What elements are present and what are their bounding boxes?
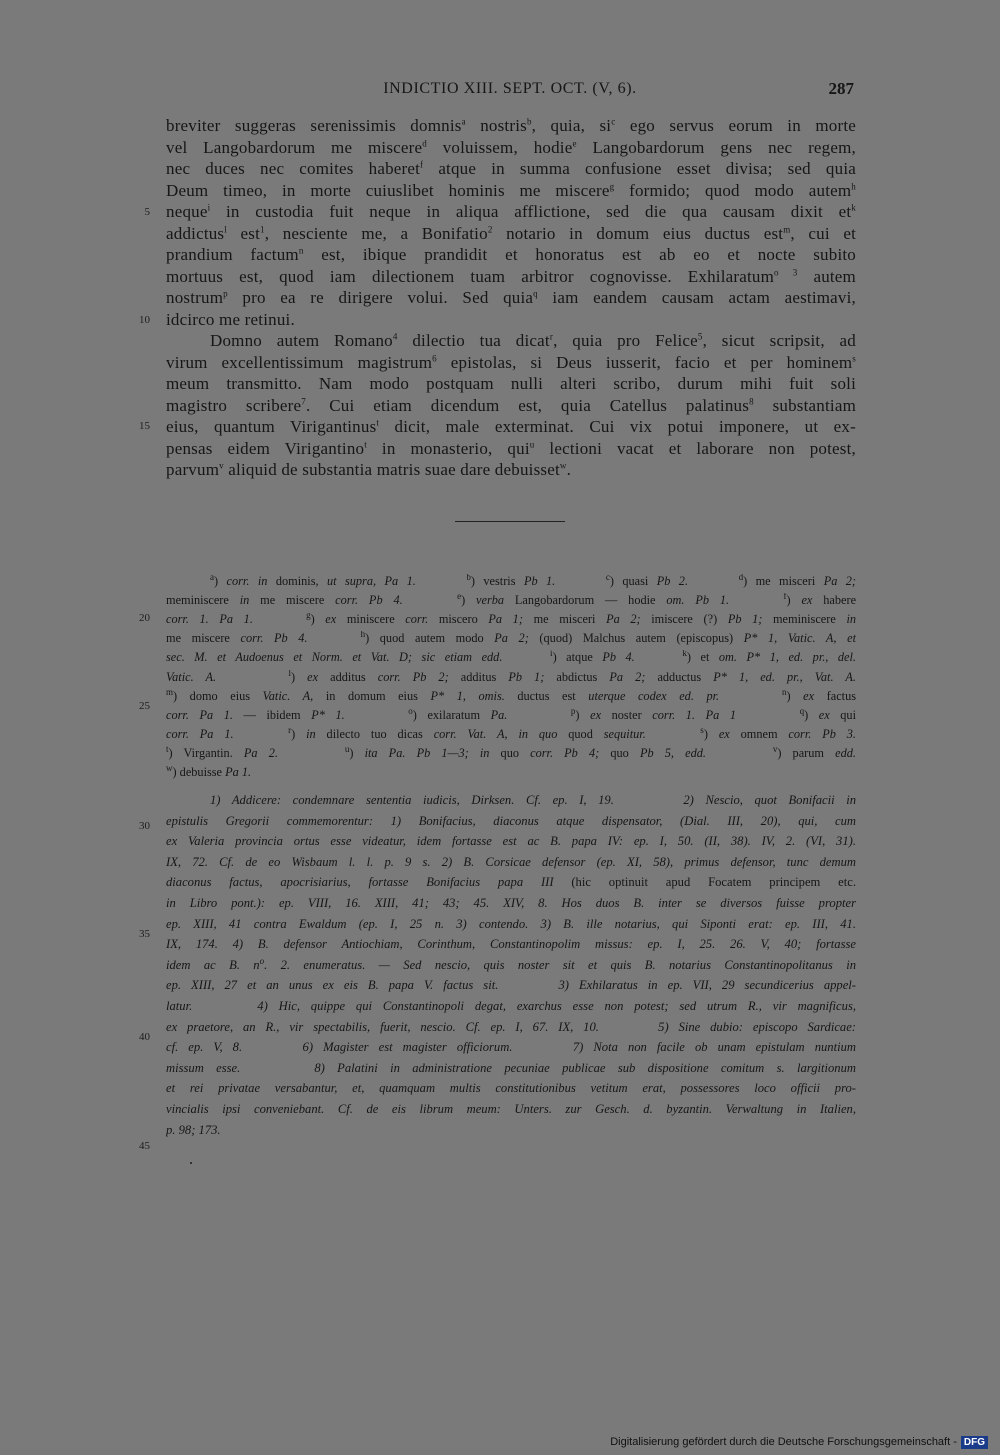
- apparatus-line: $^a$) corr. in dominis, ut supra, Pa 1. $^b$) vestris Pb 1. $^c$) quasi Pb 2. $^d$) me misceri Pa 2;: [210, 574, 856, 588]
- page-header: [166, 80, 854, 102]
- line-number: 25: [139, 700, 150, 712]
- commentary-line: ep. XIII, 27 et an unus ex eis B. papa V. factus sit. 3) Exhilaratus in ep. VII, 29 secundicerius appel-: [166, 978, 856, 993]
- apparatus-line: Vatic. A. $^l$) ex additus corr. Pb 2; additus Pb 1; abdictus Pa 2; adductus P* 1, ed. pr., Vat. A.: [166, 669, 856, 684]
- commentary-line: et rei privatae versabantur, et, quamquam multis constitutionibus vetitum erat, possessores loco officii pro-: [166, 1081, 856, 1096]
- line-number: 5: [144, 206, 150, 218]
- apparatus-line: $^m$) domo eius Vatic. A, in domum eius P* 1, omis. ductus est uterque codex ed. pr. $^n$) ex factus: [166, 688, 856, 703]
- main-text-line: neque$^i$ in custodia fuit neque in aliqua afflictione, sed die qua causam dixit $et^k$: [166, 202, 856, 221]
- main-text-line: mortuus est, quod iam dilectionem tuam arbitror cognovisse. Exhilaratum$^{o 3}$ autem: [166, 266, 856, 286]
- commentary-line: ep. XIII, 41 contra Ewaldum (ep. I, 25 n. 3) contendo. 3) B. ille notarius, qui Siponti erat: ep. III, 41.: [166, 916, 856, 931]
- apparatus-line: meminiscere in me miscere corr. Pb 4. $^e$) verba Langobardorum — hodie om. Pb 1. $^f$) ex habere: [166, 593, 856, 608]
- commentary-line: diaconus factus, apocrisiarius, fortasse Bonifacius papa III (hic optinuit apud Focatem principem etc.: [166, 875, 856, 890]
- commentary-line: vincialis ipsi conveniebant. Cf. de eis librum meum: Unters. zur Gesch. d. byzantin. Verwaltung in Italien,: [166, 1102, 856, 1116]
- commentary-line: IX, 72. Cf. de eo Wisbaum l. l. p. 9 s. 2) B. Corsicae defensor (ep. XI, 58), primus defensor, tunc demum: [166, 854, 856, 869]
- main-text-line: nostrum$^p$ pro ea re dirigere volui. Sed quia$^q$ iam eandem causam actam aestimavi,: [166, 288, 856, 307]
- main-text-line: magistro scribere$^7$. Cui etiam dicendum est, quia Catellus palatinus$^8$ substantiam: [166, 395, 856, 415]
- commentary-line: epistulis Gregorii commemorentur: 1) Bonifacius, diaconus atque dispensator, (Dial. III, 20), qui, cum: [166, 813, 856, 828]
- commentary-line: cf. ep. V, 8. 6) Magister est magister officiorum. 7) Nota non facile ob unam epistulam nuntium: [166, 1040, 856, 1055]
- apparatus-line: me miscere corr. Pb 4. $^h$) quod autem modo Pa 2; (quod) Malchus autem (episcopus) P* 1, Vatic. A, et: [166, 631, 856, 646]
- commentary-line: IX, 174. 4) B. defensor Antiochiam, Corinthum, Constantinopolim missus: ep. I, 25. 26. V, 40; fortasse: [166, 937, 856, 952]
- main-text-line: prandium factum$^n$ est, ibique prandidit et honoratus est ab eo et nocte subito: [166, 245, 856, 264]
- apparatus-line: $^w$) debuisse Pa 1.: [166, 765, 252, 779]
- speck: [190, 1162, 192, 1164]
- line-number: 40: [139, 1031, 150, 1043]
- commentary-line: ex praetore, an R., vir spectabilis, fuerit, nescio. Cf. ep. I, 67. IX, 10. 5) Sine dubio: episcopo Sardicae:: [166, 1019, 856, 1034]
- commentary-line: idem ac B. $n^o$. 2. enumeratus. — Sed nescio, quis noster sit et quis B. notarius Constantinopolitanus in: [166, 957, 856, 972]
- footer: [610, 1435, 988, 1449]
- apparatus-line: corr. Pa 1. — ibidem P* 1. $^o$) exilaratum Pa. $^p$) ex noster corr. 1. Pa 1 $^q$) ex qui: [166, 707, 856, 722]
- line-number: 30: [139, 820, 150, 832]
- main-text-line: nec duces nec comites haberet$^f$ atque in summa confusione esset divisa; sed quia: [166, 159, 856, 178]
- main-text-line: virum excellentissimum magistrum$^6$ epistolas, si Deus iusserit, facio et per hominem$^s$: [166, 352, 856, 372]
- commentary-line: 1) Addicere: condemnare sententia iudicis, Dirksen. Cf. ep. I, 19. 2) Nescio, quot Bonifacii in: [210, 793, 856, 807]
- main-text-line: vel Langobardorum me miscere$^d$ voluissem, hodie$^e$ Langobardorum gens nec regem,: [166, 137, 856, 157]
- line-number: 35: [139, 928, 150, 940]
- footer-credit: Digitalisierung gefördert durch die Deutsche Forschungsgemeinschaft -: [610, 1436, 957, 1448]
- line-number: 15: [139, 420, 150, 432]
- running-head: INDICTIO XIII. SEPT. OCT. (V, 6).: [383, 80, 637, 97]
- commentary-line: ex Valeria provincia ortus esse videatur, idem fortasse est ac B. papa IV: ep. I, 50. (II, 38). IV, 2. (VI, 31).: [166, 834, 856, 849]
- commentary-line: latur. 4) Hic, quippe qui Constantinopoli degat, exarchus esse non potest; sed utrum R., vir magnificus,: [166, 999, 856, 1013]
- apparatus-line: $^t$) Virgantin. Pa 2. $^u$) ita Pa. Pb 1—3; in quo corr. Pb 4; quo Pb 5, edd. $^v$) parum edd.: [166, 745, 856, 760]
- apparatus-line: corr. 1. Pa 1. $^g$) ex miniscere corr. miscero Pa 1; me misceri Pa 2; imiscere (?) Pb 1; meminiscere in: [166, 612, 856, 627]
- page-number: 287: [828, 79, 854, 98]
- apparatus-line: sec. M. et Audoenus et Norm. et Vat. D; sic etiam edd. $^i$) atque Pb 4. $^k$) et om. P* 1, ed. pr., del.: [166, 650, 856, 665]
- main-text-line: Domno autem Romano$^4$ dilectio tua dicat$^r$, quia pro Felice$^5$, sicut scripsit, ad: [210, 331, 856, 350]
- line-number: 20: [139, 612, 150, 624]
- separator-rule: [455, 521, 565, 522]
- main-text-line: Deum timeo, in morte cuiuslibet hominis me miscere$^g$ formido; quod modo autem$^h$: [166, 180, 856, 200]
- dfg-logo-icon: DFG: [961, 1436, 988, 1449]
- main-text-line: breviter suggeras serenissimis domnis$^a$ nostris$^b$, quia, $si^c$ ego servus eorum in morte: [166, 116, 856, 135]
- main-text-line: meum transmitto. Nam modo postquam nulli alteri scribo, durum mihi fuit soli: [166, 374, 856, 393]
- main-text-line: eius, quantum Virigantinus$^t$ dicit, male exterminat. Cui vix potui imponere, ut ex-: [166, 417, 856, 436]
- line-number: 45: [139, 1140, 150, 1152]
- commentary-line: in Libro pont.): ep. VIII, 16. XIII, 41; 43; 45. XIV, 8. Hos duos B. inter se diversos fuisse propter: [166, 896, 856, 910]
- commentary-line: missum esse. 8) Palatini in administratione pecuniae publicae sub dispositione comitum s. largitionum: [166, 1060, 856, 1075]
- main-text-line: idcirco me retinui.: [166, 309, 295, 329]
- main-text-line: addictus$^l$ est$^1$, nesciente me, a Bonifatio$^2$ notario in domum eius ductus est$^m$, cui et: [166, 223, 856, 243]
- main-text-line: pensas eidem Virigantino$^t$ in monasterio, qui$^u$ lectioni vacat et laborare non potest,: [166, 438, 856, 458]
- commentary-line: p. 98; 173.: [166, 1122, 221, 1137]
- main-text-line: parvum$^v$ aliquid de substantia matris suae dare debuisset$^w$.: [166, 460, 572, 479]
- line-number: 10: [139, 314, 150, 326]
- apparatus-line: corr. Pa 1. $^r$) in dilecto tuo dicas corr. Vat. A, in quo quod sequitur. $^s$) ex omnem corr. Pb 3.: [166, 726, 856, 741]
